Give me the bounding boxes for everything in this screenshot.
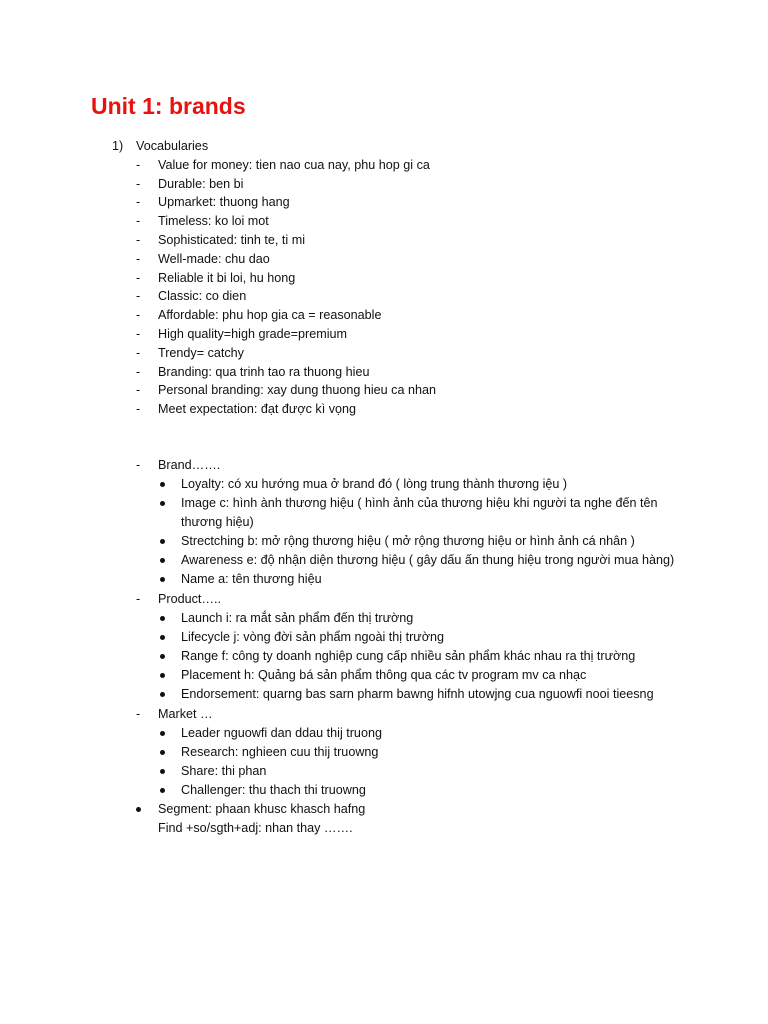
dash-marker: - [136,383,141,397]
vocab-item: Sophisticated: tinh te, ti mi [158,233,305,247]
bullet-marker [160,654,165,659]
dash-marker: - [136,365,141,379]
section-number: 1) [112,139,124,153]
market-item: Challenger: thu thach thi truowng [181,783,366,797]
dash-marker: - [136,177,141,191]
product-item: Launch i: ra mắt sản phẩm đến thị trường [181,611,414,625]
bullet-marker [160,539,165,544]
bullet-marker [160,558,165,563]
dash-marker: - [136,158,141,172]
vocab-item: High quality=high grade=premium [158,327,348,341]
dash-marker: - [136,214,141,228]
vocab-item: Trendy= catchy [158,346,244,360]
bullet-marker [160,635,165,640]
bullet-marker [160,673,165,678]
dash-marker: - [136,271,141,285]
brand-item: Strectching b: mở rộng thương hiệu ( mở rộng thương hiệu or hình ảnh cá nhân ) [181,534,635,548]
brand-item: Awareness e: độ nhận diện thương hiệu ( gây dấu ấn thung hiệu trong người mua hàng) [181,553,675,567]
dash-marker: - [136,592,141,606]
dash-marker: - [136,458,141,472]
vocab-item: Durable: ben bi [158,177,244,191]
vocab-item: Upmarket: thuong hang [158,195,290,209]
market-item: Leader nguowfi dan ddau thij truong [181,726,382,740]
dash-marker: - [136,195,141,209]
vocab-item: Timeless: ko loi mot [158,214,269,228]
vocab-item: Affordable: phu hop gia ca = reasonable [158,308,382,322]
brand-item-continuation: thương hiệu) [181,515,254,529]
bullet-marker [136,807,141,812]
brand-item: Image c: hình ành thương hiệu ( hình ảnh của thương hiệu khi người ta nghe đến tên [181,496,658,510]
vocab-item: Branding: qua trinh tao ra thuong hieu [158,365,370,379]
dash-marker: - [136,707,141,721]
brand-item: Name a: tên thương hiệu [181,572,322,586]
find-line: Find +so/sgth+adj: nhan thay ……. [158,821,353,835]
segment-line: Segment: phaan khusc khasch hafng [158,802,366,816]
dash-marker: - [136,252,141,266]
bullet-marker [160,692,165,697]
vocab-item: Classic: co dien [158,289,247,303]
market-item: Research: nghieen cuu thij truowng [181,745,379,759]
bullet-marker [160,577,165,582]
vocab-item: Personal branding: xay dung thuong hieu ca nhan [158,383,436,397]
dash-marker: - [136,346,141,360]
market-heading: Market … [158,707,213,721]
brand-heading: Brand……. [158,458,221,472]
product-item: Lifecycle j: vòng đời sản phẩm ngoài thị trường [181,630,444,644]
dash-marker: - [136,289,141,303]
market-item: Share: thi phan [181,764,267,778]
dash-marker: - [136,327,141,341]
product-item: Placement h: Quảng bá sản phẩm thông qua các tv program mv ca nhạc [181,668,587,682]
product-item: Endorsement: quarng bas sarn pharm bawng hifnh utowjng cua nguowfi nooi tieesng [181,687,654,701]
vocab-item: Value for money: tien nao cua nay, phu hop gi ca [158,158,430,172]
bullet-marker [160,501,165,506]
vocab-item: Meet expectation: đạt được kì vọng [158,402,357,416]
vocab-item: Well-made: chu dao [158,252,270,266]
dash-marker: - [136,233,141,247]
product-item: Range f: công ty doanh nghiệp cung cấp nhiều sản phẩm khác nhau ra thị trường [181,649,636,663]
product-heading: Product….. [158,592,221,606]
bullet-marker [160,769,165,774]
bullet-marker [160,750,165,755]
bullet-marker [160,788,165,793]
bullet-marker [160,482,165,487]
brand-item: Loyalty: có xu hướng mua ở brand đó ( lòng trung thành thương iệu ) [181,477,568,491]
page-title: Unit 1: brands [91,93,246,119]
dash-marker: - [136,402,141,416]
dash-marker: - [136,308,141,322]
bullet-marker [160,616,165,621]
vocab-item: Reliable it bi loi, hu hong [158,271,296,285]
section-title: Vocabularies [136,139,209,153]
bullet-marker [160,731,165,736]
